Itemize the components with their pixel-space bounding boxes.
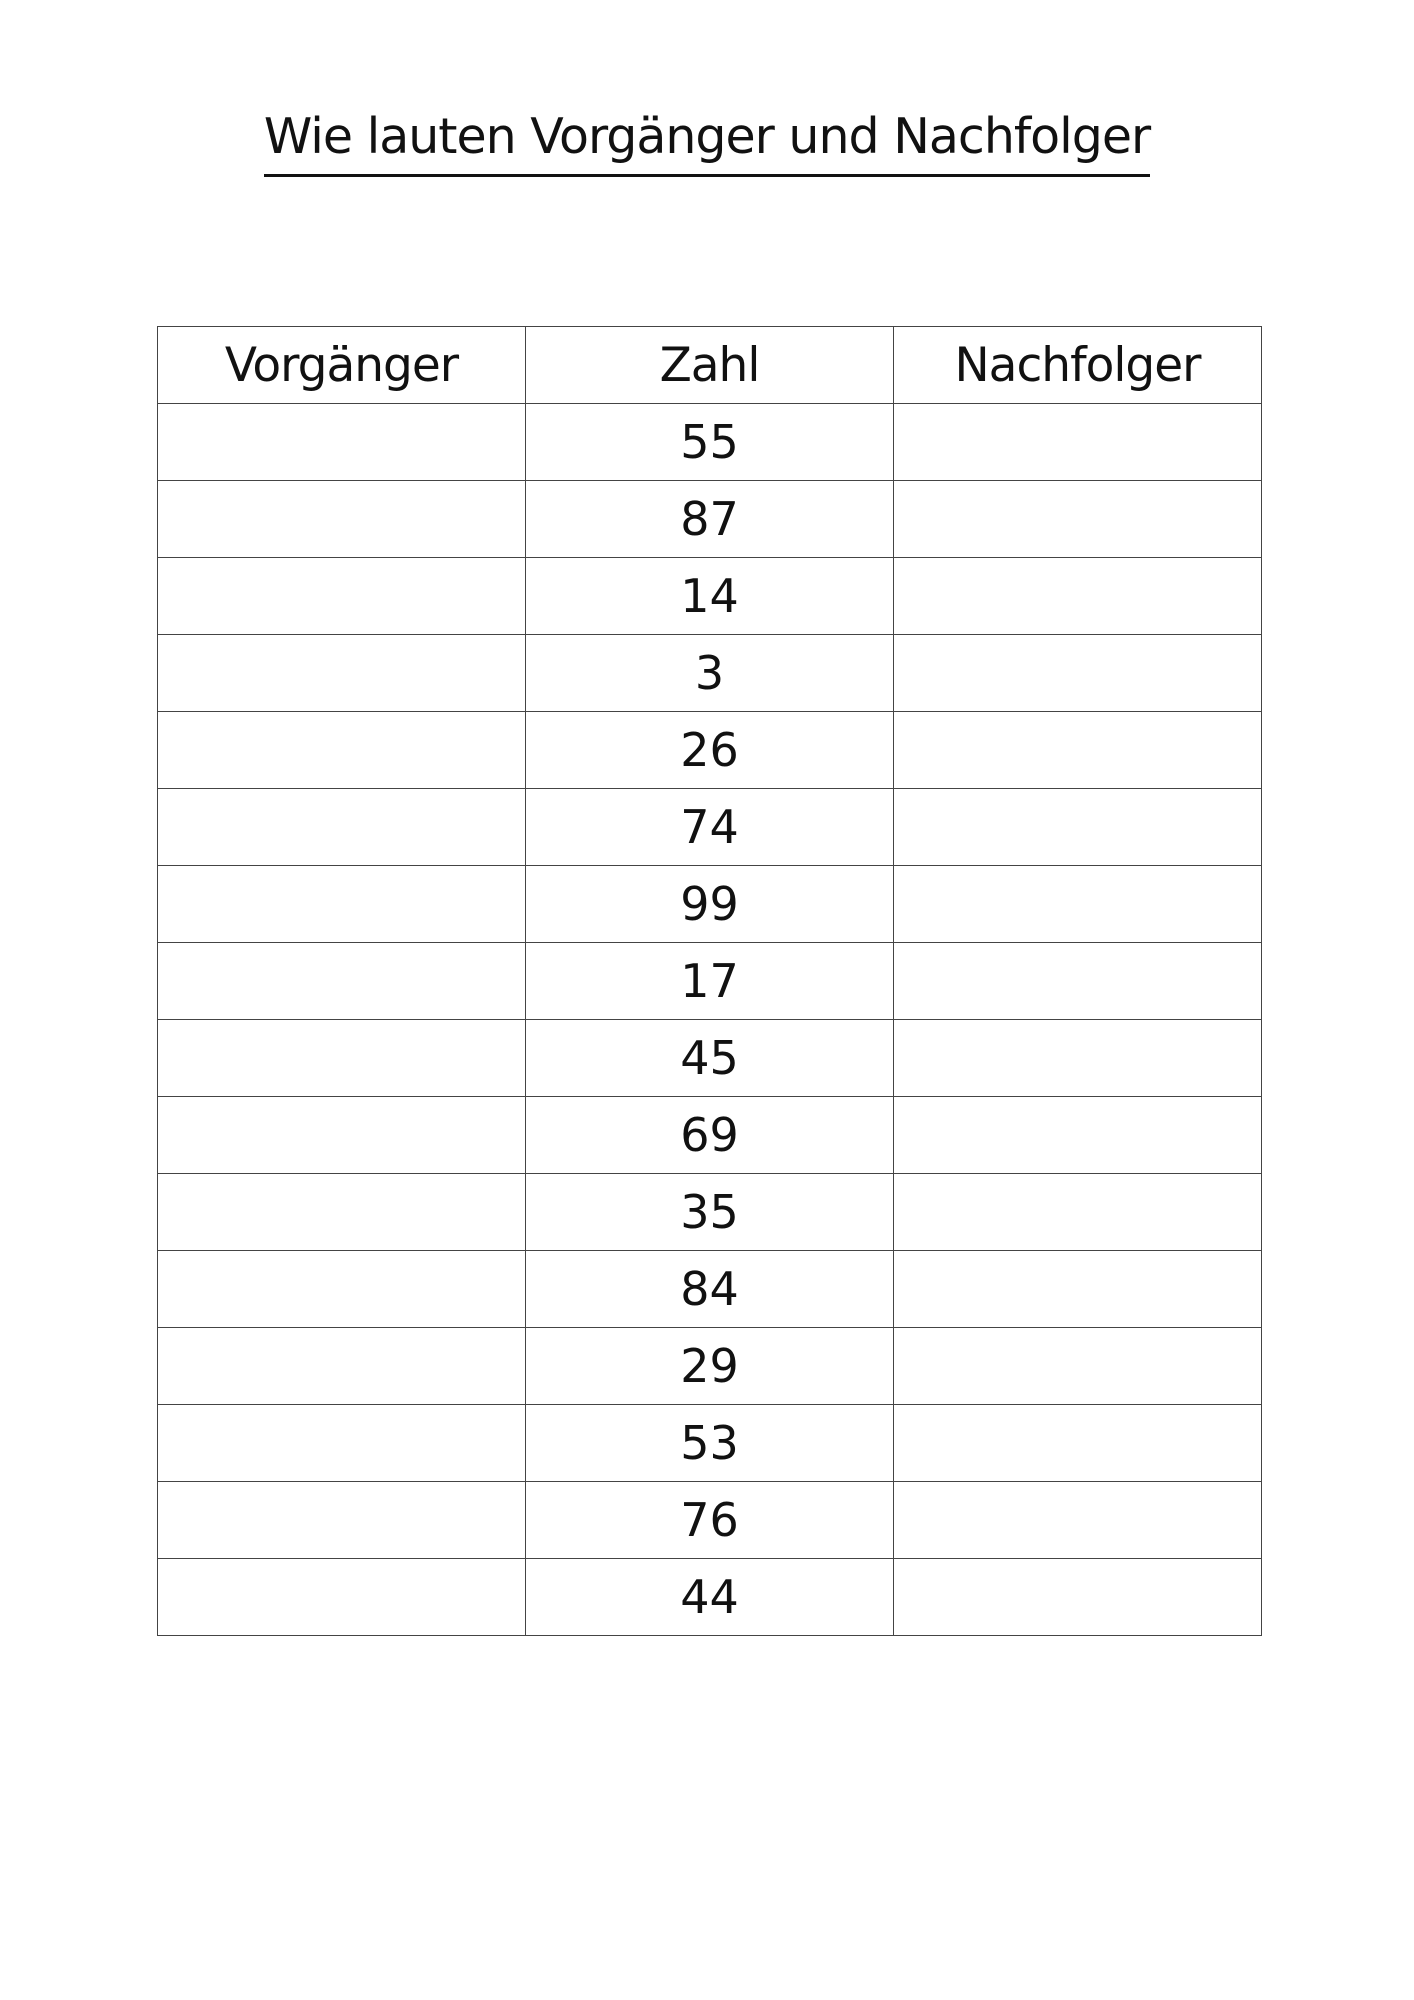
table-row	[158, 1174, 1262, 1251]
successor-cell[interactable]	[894, 712, 1262, 789]
number-cell: 99	[526, 866, 894, 943]
successor-cell[interactable]	[894, 1405, 1262, 1482]
predecessor-cell[interactable]	[158, 1174, 526, 1251]
successor-cell[interactable]	[894, 1020, 1262, 1097]
number-cell: 74	[526, 789, 894, 866]
successor-cell[interactable]	[894, 635, 1262, 712]
successor-cell[interactable]	[894, 866, 1262, 943]
table-row	[158, 712, 1262, 789]
table-row	[158, 558, 1262, 635]
number-cell: 45	[526, 1020, 894, 1097]
successor-cell[interactable]	[894, 789, 1262, 866]
successor-cell[interactable]	[894, 1174, 1262, 1251]
predecessor-cell[interactable]	[158, 481, 526, 558]
predecessor-cell[interactable]	[158, 1020, 526, 1097]
table-row	[158, 1020, 1262, 1097]
number-cell: 44	[526, 1559, 894, 1636]
successor-cell[interactable]	[894, 404, 1262, 481]
worksheet-title	[0, 102, 1414, 177]
predecessor-cell[interactable]	[158, 558, 526, 635]
table-row	[158, 866, 1262, 943]
predecessor-cell[interactable]	[158, 866, 526, 943]
successor-cell[interactable]	[894, 481, 1262, 558]
predecessor-cell[interactable]	[158, 1559, 526, 1636]
number-cell: 35	[526, 1174, 894, 1251]
number-cell: 87	[526, 481, 894, 558]
table-row	[158, 1251, 1262, 1328]
header-predecessor: Vorgänger	[158, 327, 526, 404]
table-row	[158, 635, 1262, 712]
table-row	[158, 1405, 1262, 1482]
table-row	[158, 1559, 1262, 1636]
successor-cell[interactable]	[894, 558, 1262, 635]
table-row	[158, 943, 1262, 1020]
number-cell: 26	[526, 712, 894, 789]
predecessor-cell[interactable]	[158, 789, 526, 866]
number-cell: 55	[526, 404, 894, 481]
predecessor-cell[interactable]	[158, 635, 526, 712]
predecessor-cell[interactable]	[158, 404, 526, 481]
header-number: Zahl	[526, 327, 894, 404]
table-row	[158, 789, 1262, 866]
table-row	[158, 404, 1262, 481]
table-row	[158, 1482, 1262, 1559]
successor-cell[interactable]	[894, 1328, 1262, 1405]
number-cell: 84	[526, 1251, 894, 1328]
predecessor-cell[interactable]	[158, 1097, 526, 1174]
number-cell: 69	[526, 1097, 894, 1174]
worksheet-title-text: Wie lauten Vorgänger und Nachfolger	[264, 102, 1150, 177]
table-row	[158, 481, 1262, 558]
predecessor-cell[interactable]	[158, 1328, 526, 1405]
number-cell: 53	[526, 1405, 894, 1482]
successor-cell[interactable]	[894, 1251, 1262, 1328]
predecessor-cell[interactable]	[158, 943, 526, 1020]
successor-cell[interactable]	[894, 1482, 1262, 1559]
successor-cell[interactable]	[894, 1097, 1262, 1174]
successor-cell[interactable]	[894, 943, 1262, 1020]
number-cell: 3	[526, 635, 894, 712]
table-header-row	[158, 327, 1262, 404]
number-cell: 29	[526, 1328, 894, 1405]
number-cell: 17	[526, 943, 894, 1020]
predecessor-cell[interactable]	[158, 1405, 526, 1482]
predecessor-successor-table	[157, 326, 1262, 1636]
successor-cell[interactable]	[894, 1559, 1262, 1636]
number-cell: 14	[526, 558, 894, 635]
table-row	[158, 1097, 1262, 1174]
header-successor: Nachfolger	[894, 327, 1262, 404]
predecessor-cell[interactable]	[158, 712, 526, 789]
predecessor-cell[interactable]	[158, 1251, 526, 1328]
predecessor-cell[interactable]	[158, 1482, 526, 1559]
number-cell: 76	[526, 1482, 894, 1559]
table-row	[158, 1328, 1262, 1405]
